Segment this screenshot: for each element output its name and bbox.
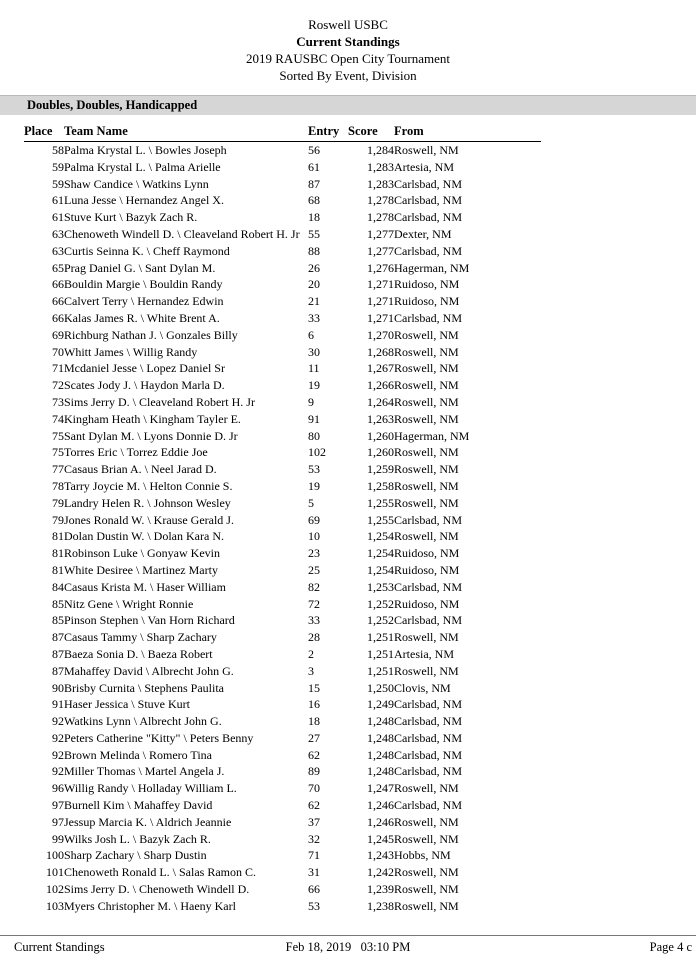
place-cell: 103 bbox=[46, 898, 64, 913]
table-row bbox=[24, 377, 541, 394]
score-cell: 1,247 bbox=[367, 781, 394, 796]
report-header bbox=[0, 0, 696, 84]
team-name-cell: Tarry Joycie M. \ Helton Connie S. bbox=[64, 478, 233, 493]
table-row bbox=[24, 696, 541, 713]
place-cell: 91 bbox=[52, 697, 64, 712]
score-cell: 1,270 bbox=[367, 327, 394, 342]
entry-cell: 55 bbox=[308, 226, 320, 241]
entry-cell: 15 bbox=[308, 680, 320, 695]
score-cell: 1,252 bbox=[367, 596, 394, 611]
from-cell: Roswell, NM bbox=[394, 865, 459, 880]
entry-cell: 91 bbox=[308, 411, 320, 426]
entry-cell: 70 bbox=[308, 781, 320, 796]
score-cell: 1,255 bbox=[367, 495, 394, 510]
from-cell: Roswell, NM bbox=[394, 462, 459, 477]
entry-cell: 102 bbox=[308, 445, 326, 460]
team-name-cell: Brisby Curnita \ Stephens Paulita bbox=[64, 680, 224, 695]
team-name-cell: Stuve Kurt \ Bazyk Zach R. bbox=[64, 210, 198, 225]
place-cell: 92 bbox=[52, 714, 64, 729]
from-cell: Carlsbad, NM bbox=[394, 243, 462, 258]
score-cell: 1,277 bbox=[367, 226, 394, 241]
score-cell: 1,254 bbox=[367, 562, 394, 577]
table-row bbox=[24, 881, 541, 898]
entry-cell: 80 bbox=[308, 428, 320, 443]
place-cell: 58 bbox=[52, 143, 64, 157]
from-cell: Carlsbad, NM bbox=[394, 747, 462, 762]
table-row bbox=[24, 209, 541, 226]
place-cell: 73 bbox=[52, 394, 64, 409]
place-cell: 81 bbox=[52, 562, 64, 577]
footer-page-number: Page 4 c bbox=[649, 940, 692, 954]
team-name-cell: Mahaffey David \ Albrecht John G. bbox=[64, 663, 234, 678]
score-cell: 1,268 bbox=[367, 344, 394, 359]
table-row bbox=[24, 495, 541, 512]
table-row bbox=[24, 360, 541, 377]
from-cell: Ruidoso, NM bbox=[394, 562, 460, 577]
from-cell: Carlsbad, NM bbox=[394, 764, 462, 779]
score-cell: 1,260 bbox=[367, 428, 394, 443]
entry-cell: 20 bbox=[308, 277, 320, 292]
entry-cell: 5 bbox=[308, 495, 314, 510]
team-name-cell: Willig Randy \ Holladay William L. bbox=[64, 781, 237, 796]
place-cell: 81 bbox=[52, 529, 64, 544]
team-name-cell: Palma Krystal L. \ Bowles Joseph bbox=[64, 143, 227, 157]
team-name-cell: Sharp Zachary \ Sharp Dustin bbox=[64, 848, 207, 863]
place-cell: 100 bbox=[46, 848, 64, 863]
page-footer bbox=[0, 935, 696, 960]
from-cell: Roswell, NM bbox=[394, 378, 459, 393]
score-cell: 1,251 bbox=[367, 663, 394, 678]
table-row bbox=[24, 596, 541, 613]
entry-cell: 19 bbox=[308, 478, 320, 493]
place-cell: 85 bbox=[52, 596, 64, 611]
from-cell: Roswell, NM bbox=[394, 781, 459, 796]
score-cell: 1,250 bbox=[367, 680, 394, 695]
place-cell: 59 bbox=[52, 176, 64, 191]
table-row bbox=[24, 864, 541, 881]
table-row bbox=[24, 747, 541, 764]
team-name-cell: Kalas James R. \ White Brent A. bbox=[64, 310, 220, 325]
from-cell: Roswell, NM bbox=[394, 882, 459, 897]
entry-cell: 28 bbox=[308, 630, 320, 645]
from-cell: Roswell, NM bbox=[394, 143, 459, 157]
team-name-cell: Luna Jesse \ Hernandez Angel X. bbox=[64, 193, 224, 208]
team-name-cell: Miller Thomas \ Martel Angela J. bbox=[64, 764, 225, 779]
from-cell: Carlsbad, NM bbox=[394, 613, 462, 628]
column-header-place: Place bbox=[24, 121, 64, 142]
score-cell: 1,245 bbox=[367, 831, 394, 846]
from-cell: Roswell, NM bbox=[394, 445, 459, 460]
place-cell: 85 bbox=[52, 613, 64, 628]
team-name-cell: Prag Daniel G. \ Sant Dylan M. bbox=[64, 260, 216, 275]
entry-cell: 23 bbox=[308, 546, 320, 561]
table-row bbox=[24, 528, 541, 545]
place-cell: 87 bbox=[52, 646, 64, 661]
place-cell: 99 bbox=[52, 831, 64, 846]
table-row bbox=[24, 680, 541, 697]
team-name-cell: Scates Jody J. \ Haydon Marla D. bbox=[64, 378, 225, 393]
from-cell: Carlsbad, NM bbox=[394, 697, 462, 712]
from-cell: Roswell, NM bbox=[394, 478, 459, 493]
score-cell: 1,271 bbox=[367, 277, 394, 292]
score-cell: 1,271 bbox=[367, 310, 394, 325]
from-cell: Carlsbad, NM bbox=[394, 310, 462, 325]
table-row bbox=[24, 176, 541, 193]
team-name-cell: Myers Christopher M. \ Haeny Karl bbox=[64, 898, 236, 913]
place-cell: 72 bbox=[52, 378, 64, 393]
team-name-cell: Shaw Candice \ Watkins Lynn bbox=[64, 176, 209, 191]
entry-cell: 37 bbox=[308, 814, 320, 829]
place-cell: 61 bbox=[52, 210, 64, 225]
entry-cell: 9 bbox=[308, 394, 314, 409]
entry-cell: 61 bbox=[308, 159, 320, 174]
column-header-team: Team Name bbox=[64, 121, 308, 142]
entry-cell: 68 bbox=[308, 193, 320, 208]
table-row bbox=[24, 562, 541, 579]
team-name-cell: Chenoweth Windell D. \ Cleaveland Robert H. Jr bbox=[64, 226, 300, 241]
entry-cell: 31 bbox=[308, 865, 320, 880]
from-cell: Roswell, NM bbox=[394, 344, 459, 359]
team-name-cell: Peters Catherine "Kitty" \ Peters Benny bbox=[64, 730, 254, 745]
team-name-cell: Watkins Lynn \ Albrecht John G. bbox=[64, 714, 222, 729]
entry-cell: 53 bbox=[308, 462, 320, 477]
place-cell: 65 bbox=[52, 260, 64, 275]
team-name-cell: Chenoweth Ronald L. \ Salas Ramon C. bbox=[64, 865, 256, 880]
place-cell: 92 bbox=[52, 747, 64, 762]
entry-cell: 56 bbox=[308, 143, 320, 157]
table-row bbox=[24, 444, 541, 461]
from-cell: Roswell, NM bbox=[394, 361, 459, 376]
entry-cell: 27 bbox=[308, 730, 320, 745]
entry-cell: 21 bbox=[308, 294, 320, 309]
entry-cell: 6 bbox=[308, 327, 314, 342]
tournament-name: 2019 RAUSBC Open City Tournament bbox=[246, 51, 450, 66]
score-cell: 1,259 bbox=[367, 462, 394, 477]
score-cell: 1,242 bbox=[367, 865, 394, 880]
score-cell: 1,254 bbox=[367, 546, 394, 561]
table-row bbox=[24, 276, 541, 293]
place-cell: 81 bbox=[52, 546, 64, 561]
entry-cell: 32 bbox=[308, 831, 320, 846]
place-cell: 90 bbox=[52, 680, 64, 695]
column-header-score: Score bbox=[348, 121, 394, 142]
score-cell: 1,266 bbox=[367, 378, 394, 393]
table-row bbox=[24, 327, 541, 344]
entry-cell: 30 bbox=[308, 344, 320, 359]
table-row bbox=[24, 478, 541, 495]
score-cell: 1,239 bbox=[367, 882, 394, 897]
score-cell: 1,283 bbox=[367, 159, 394, 174]
table-row bbox=[24, 831, 541, 848]
table-row bbox=[24, 713, 541, 730]
report-title: Current Standings bbox=[296, 34, 400, 49]
from-cell: Roswell, NM bbox=[394, 411, 459, 426]
score-cell: 1,283 bbox=[367, 176, 394, 191]
place-cell: 78 bbox=[52, 478, 64, 493]
table-row bbox=[24, 512, 541, 529]
team-name-cell: Mcdaniel Jesse \ Lopez Daniel Sr bbox=[64, 361, 225, 376]
table-row bbox=[24, 898, 541, 915]
entry-cell: 62 bbox=[308, 798, 320, 813]
entry-cell: 88 bbox=[308, 243, 320, 258]
place-cell: 66 bbox=[52, 277, 64, 292]
score-cell: 1,255 bbox=[367, 512, 394, 527]
entry-cell: 10 bbox=[308, 529, 320, 544]
section-header: Doubles, Doubles, Handicapped bbox=[0, 95, 696, 115]
team-name-cell: Pinson Stephen \ Van Horn Richard bbox=[64, 613, 235, 628]
from-cell: Hobbs, NM bbox=[394, 848, 451, 863]
place-cell: 84 bbox=[52, 579, 64, 594]
team-name-cell: Baeza Sonia D. \ Baeza Robert bbox=[64, 646, 213, 661]
team-name-cell: Kingham Heath \ Kingham Tayler E. bbox=[64, 411, 241, 426]
score-cell: 1,271 bbox=[367, 294, 394, 309]
table-row bbox=[24, 545, 541, 562]
score-cell: 1,263 bbox=[367, 411, 394, 426]
team-name-cell: Calvert Terry \ Hernandez Edwin bbox=[64, 294, 224, 309]
place-cell: 101 bbox=[46, 865, 64, 880]
entry-cell: 87 bbox=[308, 176, 320, 191]
place-cell: 87 bbox=[52, 663, 64, 678]
table-row bbox=[24, 344, 541, 361]
standings-table bbox=[24, 121, 541, 915]
entry-cell: 66 bbox=[308, 882, 320, 897]
team-name-cell: Casaus Brian A. \ Neel Jarad D. bbox=[64, 462, 217, 477]
from-cell: Carlsbad, NM bbox=[394, 210, 462, 225]
score-cell: 1,248 bbox=[367, 714, 394, 729]
team-name-cell: Sims Jerry D. \ Chenoweth Windell D. bbox=[64, 882, 250, 897]
from-cell: Carlsbad, NM bbox=[394, 579, 462, 594]
team-name-cell: Nitz Gene \ Wright Ronnie bbox=[64, 596, 194, 611]
from-cell: Carlsbad, NM bbox=[394, 176, 462, 191]
table-row bbox=[24, 142, 541, 159]
from-cell: Roswell, NM bbox=[394, 327, 459, 342]
table-row bbox=[24, 260, 541, 277]
score-cell: 1,252 bbox=[367, 613, 394, 628]
team-name-cell: Richburg Nathan J. \ Gonzales Billy bbox=[64, 327, 238, 342]
from-cell: Clovis, NM bbox=[394, 680, 451, 695]
table-row bbox=[24, 629, 541, 646]
entry-cell: 26 bbox=[308, 260, 320, 275]
score-cell: 1,251 bbox=[367, 630, 394, 645]
entry-cell: 89 bbox=[308, 764, 320, 779]
place-cell: 70 bbox=[52, 344, 64, 359]
table-row bbox=[24, 663, 541, 680]
place-cell: 97 bbox=[52, 814, 64, 829]
table-row bbox=[24, 243, 541, 260]
table-row bbox=[24, 428, 541, 445]
from-cell: Ruidoso, NM bbox=[394, 546, 460, 561]
entry-cell: 53 bbox=[308, 898, 320, 913]
table-row bbox=[24, 411, 541, 428]
table-row bbox=[24, 797, 541, 814]
score-cell: 1,284 bbox=[367, 143, 394, 157]
table-row bbox=[24, 612, 541, 629]
team-name-cell: Wilks Josh L. \ Bazyk Zach R. bbox=[64, 831, 211, 846]
entry-cell: 18 bbox=[308, 210, 320, 225]
score-cell: 1,238 bbox=[367, 898, 394, 913]
team-name-cell: Brown Melinda \ Romero Tina bbox=[64, 747, 213, 762]
table-row bbox=[24, 293, 541, 310]
place-cell: 87 bbox=[52, 630, 64, 645]
entry-cell: 18 bbox=[308, 714, 320, 729]
from-cell: Roswell, NM bbox=[394, 898, 459, 913]
team-name-cell: Sant Dylan M. \ Lyons Donnie D. Jr bbox=[64, 428, 238, 443]
from-cell: Roswell, NM bbox=[394, 495, 459, 510]
place-cell: 79 bbox=[52, 495, 64, 510]
table-row bbox=[24, 579, 541, 596]
entry-cell: 72 bbox=[308, 596, 320, 611]
column-header-entry: Entry bbox=[308, 121, 348, 142]
sort-description: Sorted By Event, Division bbox=[279, 68, 417, 83]
score-cell: 1,276 bbox=[367, 260, 394, 275]
team-name-cell: Casaus Tammy \ Sharp Zachary bbox=[64, 630, 217, 645]
from-cell: Roswell, NM bbox=[394, 394, 459, 409]
team-name-cell: Bouldin Margie \ Bouldin Randy bbox=[64, 277, 223, 292]
place-cell: 59 bbox=[52, 159, 64, 174]
entry-cell: 62 bbox=[308, 747, 320, 762]
from-cell: Carlsbad, NM bbox=[394, 798, 462, 813]
org-name: Roswell USBC bbox=[308, 17, 388, 32]
from-cell: Roswell, NM bbox=[394, 630, 459, 645]
place-cell: 61 bbox=[52, 193, 64, 208]
place-cell: 75 bbox=[52, 445, 64, 460]
place-cell: 69 bbox=[52, 327, 64, 342]
column-header-from: From bbox=[394, 121, 541, 142]
from-cell: Dexter, NM bbox=[394, 226, 452, 241]
team-name-cell: Dolan Dustin W. \ Dolan Kara N. bbox=[64, 529, 224, 544]
place-cell: 102 bbox=[46, 882, 64, 897]
table-row bbox=[24, 310, 541, 327]
score-cell: 1,254 bbox=[367, 529, 394, 544]
place-cell: 63 bbox=[52, 243, 64, 258]
footer-timestamp: Feb 18, 2019 03:10 PM bbox=[285, 940, 411, 954]
from-cell: Ruidoso, NM bbox=[394, 596, 460, 611]
from-cell: Hagerman, NM bbox=[394, 428, 470, 443]
from-cell: Hagerman, NM bbox=[394, 260, 470, 275]
place-cell: 79 bbox=[52, 512, 64, 527]
score-cell: 1,260 bbox=[367, 445, 394, 460]
score-cell: 1,278 bbox=[367, 210, 394, 225]
entry-cell: 71 bbox=[308, 848, 320, 863]
place-cell: 92 bbox=[52, 764, 64, 779]
score-cell: 1,246 bbox=[367, 814, 394, 829]
place-cell: 71 bbox=[52, 361, 64, 376]
table-row bbox=[24, 394, 541, 411]
from-cell: Ruidoso, NM bbox=[394, 294, 460, 309]
from-cell: Roswell, NM bbox=[394, 529, 459, 544]
table-row bbox=[24, 226, 541, 243]
table-row bbox=[24, 814, 541, 831]
team-name-cell: Robinson Luke \ Gonyaw Kevin bbox=[64, 546, 220, 561]
place-cell: 77 bbox=[52, 462, 64, 477]
table-row bbox=[24, 461, 541, 478]
table-header-row bbox=[24, 121, 541, 142]
team-name-cell: Whitt James \ Willig Randy bbox=[64, 344, 198, 359]
from-cell: Carlsbad, NM bbox=[394, 512, 462, 527]
table-row bbox=[24, 763, 541, 780]
score-cell: 1,248 bbox=[367, 747, 394, 762]
table-body bbox=[24, 142, 541, 915]
score-cell: 1,248 bbox=[367, 730, 394, 745]
place-cell: 75 bbox=[52, 428, 64, 443]
table-row bbox=[24, 159, 541, 176]
table-row bbox=[24, 646, 541, 663]
team-name-cell: Sims Jerry D. \ Cleaveland Robert H. Jr bbox=[64, 394, 255, 409]
score-cell: 1,249 bbox=[367, 697, 394, 712]
place-cell: 92 bbox=[52, 730, 64, 745]
score-cell: 1,253 bbox=[367, 579, 394, 594]
place-cell: 74 bbox=[52, 411, 64, 426]
team-name-cell: Jessup Marcia K. \ Aldrich Jeannie bbox=[64, 814, 232, 829]
table-row bbox=[24, 730, 541, 747]
entry-cell: 69 bbox=[308, 512, 320, 527]
team-name-cell: Casaus Krista M. \ Haser William bbox=[64, 579, 226, 594]
table-row bbox=[24, 192, 541, 209]
score-cell: 1,248 bbox=[367, 764, 394, 779]
from-cell: Artesia, NM bbox=[394, 646, 454, 661]
team-name-cell: Torres Eric \ Torrez Eddie Joe bbox=[64, 445, 208, 460]
from-cell: Roswell, NM bbox=[394, 663, 459, 678]
score-cell: 1,243 bbox=[367, 848, 394, 863]
from-cell: Ruidoso, NM bbox=[394, 277, 460, 292]
entry-cell: 82 bbox=[308, 579, 320, 594]
from-cell: Roswell, NM bbox=[394, 814, 459, 829]
score-cell: 1,251 bbox=[367, 646, 394, 661]
entry-cell: 16 bbox=[308, 697, 320, 712]
entry-cell: 11 bbox=[308, 361, 320, 376]
from-cell: Carlsbad, NM bbox=[394, 714, 462, 729]
score-cell: 1,246 bbox=[367, 798, 394, 813]
footer-report-name: Current Standings bbox=[14, 940, 105, 954]
team-name-cell: Burnell Kim \ Mahaffey David bbox=[64, 798, 213, 813]
score-cell: 1,267 bbox=[367, 361, 394, 376]
team-name-cell: Jones Ronald W. \ Krause Gerald J. bbox=[64, 512, 234, 527]
team-name-cell: White Desiree \ Martinez Marty bbox=[64, 562, 218, 577]
entry-cell: 25 bbox=[308, 562, 320, 577]
entry-cell: 3 bbox=[308, 663, 314, 678]
from-cell: Carlsbad, NM bbox=[394, 193, 462, 208]
score-cell: 1,258 bbox=[367, 478, 394, 493]
team-name-cell: Palma Krystal L. \ Palma Arielle bbox=[64, 159, 221, 174]
from-cell: Artesia, NM bbox=[394, 159, 454, 174]
team-name-cell: Haser Jessica \ Stuve Kurt bbox=[64, 697, 190, 712]
entry-cell: 2 bbox=[308, 646, 314, 661]
entry-cell: 33 bbox=[308, 310, 320, 325]
entry-cell: 33 bbox=[308, 613, 320, 628]
score-cell: 1,277 bbox=[367, 243, 394, 258]
place-cell: 66 bbox=[52, 294, 64, 309]
place-cell: 96 bbox=[52, 781, 64, 796]
from-cell: Roswell, NM bbox=[394, 831, 459, 846]
table-row bbox=[24, 780, 541, 797]
entry-cell: 19 bbox=[308, 378, 320, 393]
from-cell: Carlsbad, NM bbox=[394, 730, 462, 745]
place-cell: 63 bbox=[52, 226, 64, 241]
table-row bbox=[24, 847, 541, 864]
score-cell: 1,264 bbox=[367, 394, 394, 409]
team-name-cell: Curtis Seinna K. \ Cheff Raymond bbox=[64, 243, 230, 258]
place-cell: 97 bbox=[52, 798, 64, 813]
score-cell: 1,278 bbox=[367, 193, 394, 208]
team-name-cell: Landry Helen R. \ Johnson Wesley bbox=[64, 495, 231, 510]
place-cell: 66 bbox=[52, 310, 64, 325]
